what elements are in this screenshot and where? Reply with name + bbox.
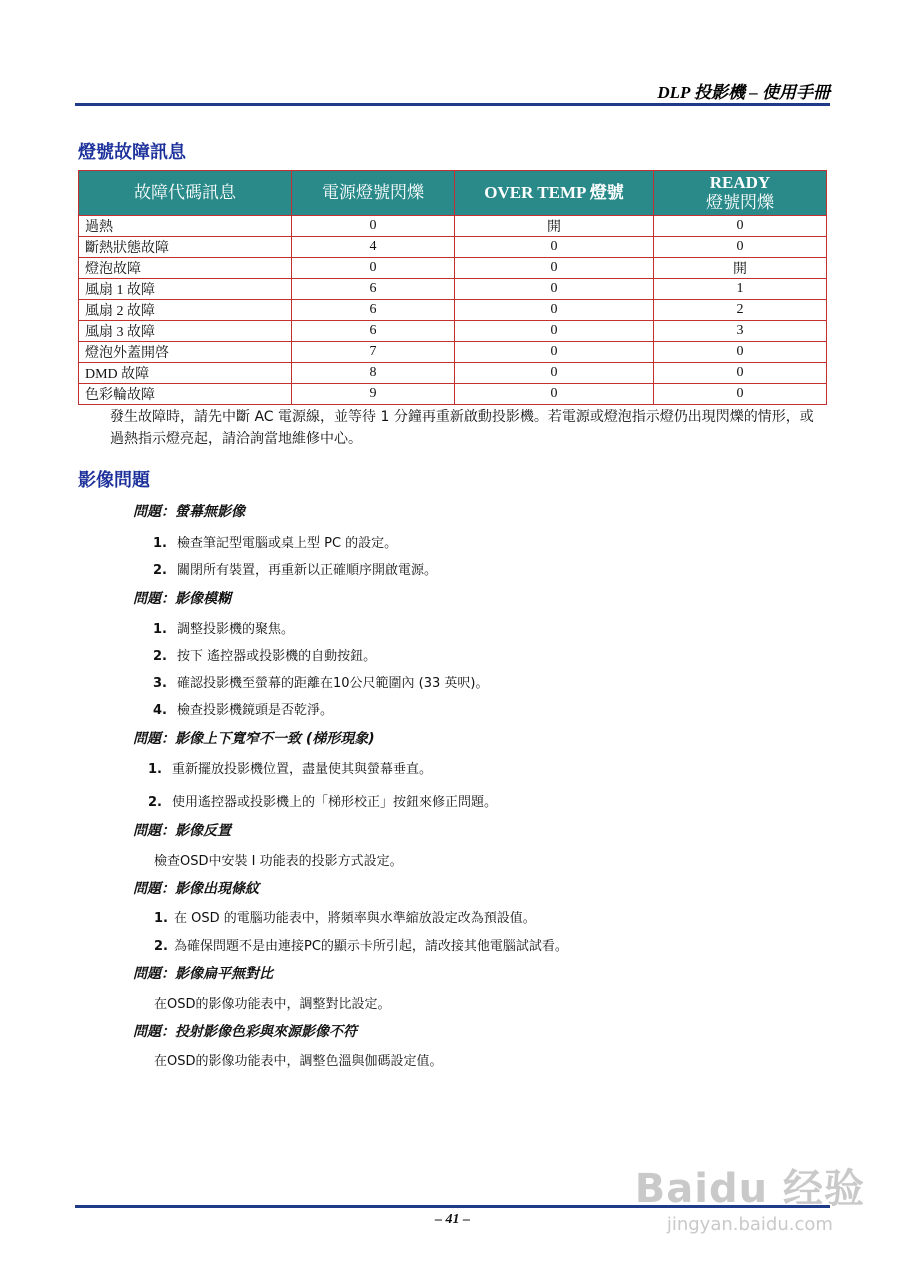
table-cell: 3 (654, 321, 827, 342)
item-number: 3. (153, 676, 167, 691)
watermark (635, 1157, 865, 1235)
item-number: 2. (153, 563, 167, 578)
item-number: 1. (154, 911, 168, 926)
page-number: – 41 – (435, 1212, 470, 1227)
item-number: 1. (148, 762, 162, 777)
table-cell: 色彩輪故障 (79, 384, 292, 405)
item-text: 檢查投影機鏡頭是否乾淨。 (176, 703, 333, 718)
list-item (148, 758, 432, 777)
table-cell: 風扇 1 故障 (79, 279, 292, 300)
table-cell: 燈泡故障 (79, 258, 292, 279)
table-row (79, 300, 827, 321)
table-row (79, 384, 827, 405)
item-text: 關閉所有裝置，再重新以正確順序開啟電源。 (176, 563, 437, 578)
table-cell: 0 (455, 342, 654, 363)
table-row (79, 216, 827, 237)
table-cell: 0 (654, 384, 827, 405)
item-text: 檢查OSD中安裝 I 功能表的投影方式設定。 (154, 854, 403, 869)
table-cell: 7 (292, 342, 455, 363)
header-divider (75, 103, 830, 106)
fault-note: 發生故障時，請先中斷 AC 電源線，並等待 1 分鐘再重新啟動投影機。若電源或燈泡指示燈仍出現閃爍的情形，或過熱指示燈亮起，請洽詢當地維修中心。 (110, 409, 814, 447)
table-row (79, 279, 827, 300)
table-row (79, 342, 827, 363)
problem-title: 問題：影像扁平無對比 (133, 966, 273, 982)
list-item (153, 618, 294, 637)
table-cell: 燈泡外蓋開啓 (79, 342, 292, 363)
table-cell: 8 (292, 363, 455, 384)
item-text: 檢查筆記型電腦或桌上型 PC 的設定。 (176, 536, 398, 551)
table-cell: 0 (654, 237, 827, 258)
list-item (154, 907, 536, 926)
problem-title: 問題：投射影像色彩與來源影像不符 (133, 1024, 357, 1040)
problem-title: 問題：影像反置 (133, 823, 231, 839)
table-cell: 6 (292, 300, 455, 321)
list-item (153, 559, 437, 578)
list-item (154, 1050, 443, 1069)
item-number: 2. (153, 649, 167, 664)
item-text: 按下 遙控器或投影機的自動按鈕。 (176, 649, 377, 664)
list-item (154, 850, 403, 869)
table-cell: 0 (455, 321, 654, 342)
item-text: 調整投影機的聚焦。 (176, 622, 294, 637)
problem-title: 問題：影像出現條紋 (133, 881, 259, 897)
table-cell: 過熱 (79, 216, 292, 237)
list-item (148, 791, 497, 810)
problem-title: 問題：螢幕無影像 (133, 504, 245, 520)
section-title-light-fault: 燈號故障訊息 (78, 142, 186, 163)
table-cell: 風扇 3 故障 (79, 321, 292, 342)
fault-table (78, 170, 827, 405)
item-text: 確認投影機至螢幕的距離在10公尺範圍內 (33 英呎)。 (176, 676, 489, 691)
table-cell: 0 (455, 258, 654, 279)
watermark-logo: Baidu 经验 (634, 1166, 865, 1212)
table-cell: 4 (292, 237, 455, 258)
table-cell: 6 (292, 321, 455, 342)
item-text: 在 OSD 的電腦功能表中，將頻率與水準縮放設定改為預設值。 (173, 911, 536, 926)
table-row (79, 321, 827, 342)
item-text: 使用遙控器或投影機上的「梯形校正」按鈕來修正問題。 (171, 795, 497, 810)
table-cell: 2 (654, 300, 827, 321)
header-title: DLP 投影機 – 使用手冊 (657, 83, 830, 102)
table-cell: 斷熱狀態故障 (79, 237, 292, 258)
list-item (153, 532, 397, 551)
list-item (153, 645, 376, 664)
table-cell: 0 (292, 258, 455, 279)
table-cell: 開 (654, 258, 827, 279)
watermark-url: jingyan.baidu.com (666, 1214, 833, 1235)
item-number: 1. (153, 536, 167, 551)
col-header-power: 電源燈號閃爍 (292, 171, 455, 216)
fault-table-header (79, 171, 827, 216)
col-header-overtemp: OVER TEMP 燈號 (455, 171, 654, 216)
list-item (154, 993, 391, 1012)
col-header-fault: 故障代碼訊息 (79, 171, 292, 216)
table-row (79, 363, 827, 384)
table-cell: 0 (455, 363, 654, 384)
table-cell: 0 (455, 384, 654, 405)
table-cell: 0 (654, 363, 827, 384)
list-item (153, 672, 488, 691)
table-cell: 0 (292, 216, 455, 237)
table-row (79, 258, 827, 279)
section-title-image-problems: 影像問題 (78, 470, 150, 491)
item-text: 重新擺放投影機位置，盡量使其與螢幕垂直。 (171, 762, 432, 777)
table-cell: 0 (455, 300, 654, 321)
item-number: 2. (154, 939, 168, 954)
table-cell: 0 (654, 342, 827, 363)
col-header-ready-sub: 燈號閃爍 (706, 193, 774, 212)
table-cell: 9 (292, 384, 455, 405)
problem-title: 問題：影像模糊 (133, 591, 231, 607)
table-cell: 1 (654, 279, 827, 300)
item-text: 在OSD的影像功能表中，調整對比設定。 (154, 997, 391, 1012)
col-header-ready-title: READY (709, 173, 771, 192)
table-cell: 6 (292, 279, 455, 300)
table-row (79, 237, 827, 258)
item-number: 1. (153, 622, 167, 637)
col-header-ready (654, 171, 827, 216)
item-text: 為確保問題不是由連接PC的顯示卡所引起，請改接其他電腦試試看。 (173, 939, 568, 954)
table-cell: DMD 故障 (79, 363, 292, 384)
item-number: 2. (148, 795, 162, 810)
table-cell: 風扇 2 故障 (79, 300, 292, 321)
problem-title: 問題：影像上下寬窄不一致 (梯形現象) (133, 731, 375, 747)
list-item (153, 699, 333, 718)
list-item (154, 935, 568, 954)
item-text: 在OSD的影像功能表中，調整色溫與伽碼設定值。 (154, 1054, 443, 1069)
table-cell: 0 (455, 237, 654, 258)
item-number: 4. (153, 703, 167, 718)
table-cell: 開 (455, 216, 654, 237)
table-cell: 0 (654, 216, 827, 237)
table-cell: 0 (455, 279, 654, 300)
